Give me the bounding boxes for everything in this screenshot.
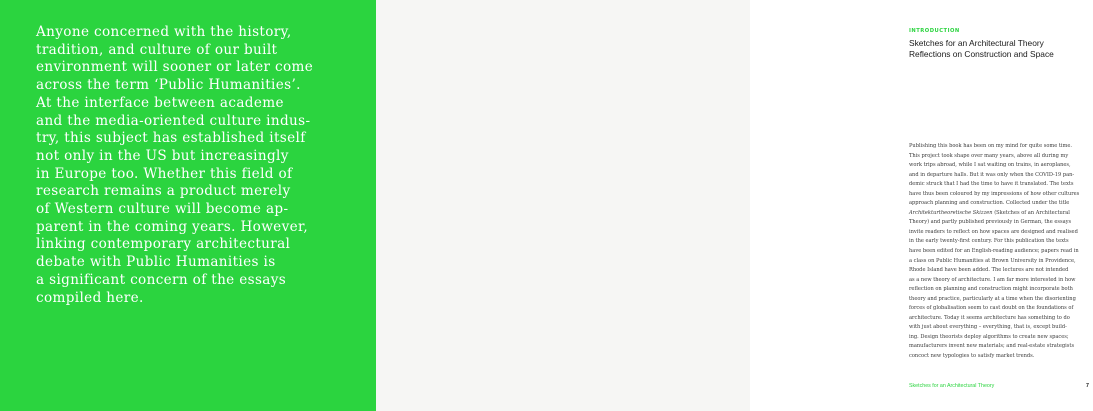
quote-line: compiled here. — [36, 289, 144, 306]
quote-line: in Europe too. Whether this field of — [36, 165, 293, 182]
body-line: forces of globalisation seem to cast doubt on the foundations of — [909, 305, 1074, 312]
quote-line: across the term ‘Public Humanities’. — [36, 77, 301, 94]
body-line — [909, 209, 1093, 219]
body-line: ing. Design theorists deploy algorithms to create new spaces; — [909, 333, 1069, 340]
body-line: theory and practice, particularly at a time when the disorienting — [909, 295, 1076, 302]
book-subtitle: Reflections on Construction and Space — [909, 49, 1054, 59]
body-line: as a new theory of architecture. I am far more interested in how — [909, 276, 1076, 283]
body-line: manufacturers invent new materials; and real-estate strategists — [909, 343, 1075, 350]
body-line: in the early twenty-first century. For this publication the texts — [909, 238, 1069, 245]
quote-line: linking contemporary architectural — [36, 236, 291, 253]
left-page — [0, 0, 376, 411]
page-number: 7 — [1086, 383, 1089, 389]
quote-line: tradition, and culture of our built — [36, 41, 278, 58]
quote-line: debate with Public Humanities is — [36, 254, 276, 271]
body-line: reflection on planning and construction might incorporate both — [909, 286, 1073, 293]
body-line: demic struck that I had the time to have it translated. The texts — [909, 181, 1074, 188]
body-line: have been edited for an English-reading audience; papers read in — [909, 248, 1079, 255]
body-line-rest: (Sketches of an Architectural — [992, 209, 1070, 216]
body-line: Theory) and partly published previously in German, the essays — [909, 219, 1072, 226]
body-line: invite readers to reflect on how spaces are designed and realised — [909, 228, 1078, 235]
quote-line: a significant concern of the essays — [36, 271, 287, 288]
body-line: a class on Public Humanities at Brown University in Providence, — [909, 257, 1076, 264]
quote-line: At the interface between academe — [36, 94, 284, 111]
quote-line: Anyone concerned with the history, — [36, 24, 292, 40]
quote-line: and the media-oriented culture indus- — [36, 112, 311, 129]
body-line: Publishing this book has been on my mind for quite some time. — [909, 143, 1072, 149]
quote-line: try, this subject has established itself — [36, 130, 306, 147]
intro-quote — [36, 24, 356, 307]
body-line: and in departure halls. But it was only when the COVID-19 pan- — [909, 171, 1075, 178]
right-page — [376, 0, 1089, 411]
body-line: have thus been coloured by my impressions of how other cultures — [909, 190, 1080, 197]
body-line: concoct new typologies to satisfy market trends. — [909, 353, 1035, 360]
quote-line: of Western culture will become ap- — [36, 201, 289, 218]
quote-line: parent in the coming years. However, — [36, 218, 309, 235]
section-label: INTRODUCTION — [909, 28, 960, 34]
quote-line: research remains a product merely — [36, 183, 291, 200]
quote-line: not only in the US but increasingly — [36, 147, 289, 164]
book-title: Sketches for an Architectural Theory — [909, 38, 1044, 48]
body-line: work trips abroad, while I sat waiting on trains, in aeroplanes, — [909, 162, 1071, 169]
running-footer: Sketches for an Architectural Theory — [909, 383, 995, 389]
body-line: with just about everything – everything, that is, except build- — [909, 324, 1067, 331]
body-line: Rhode Island have been added. The lectures are not intended — [909, 267, 1069, 274]
body-line: approach planning and construction. Collected under the title — [909, 200, 1070, 207]
body-text — [909, 142, 1093, 362]
book-original-title: Architekturtheoretische Skizzen — [909, 209, 993, 216]
body-line: architecture. Today it seems architecture has something to do — [909, 314, 1070, 321]
body-line: This project took shape over many years, above all during my — [909, 152, 1069, 159]
quote-line: environment will sooner or later come — [36, 59, 314, 76]
